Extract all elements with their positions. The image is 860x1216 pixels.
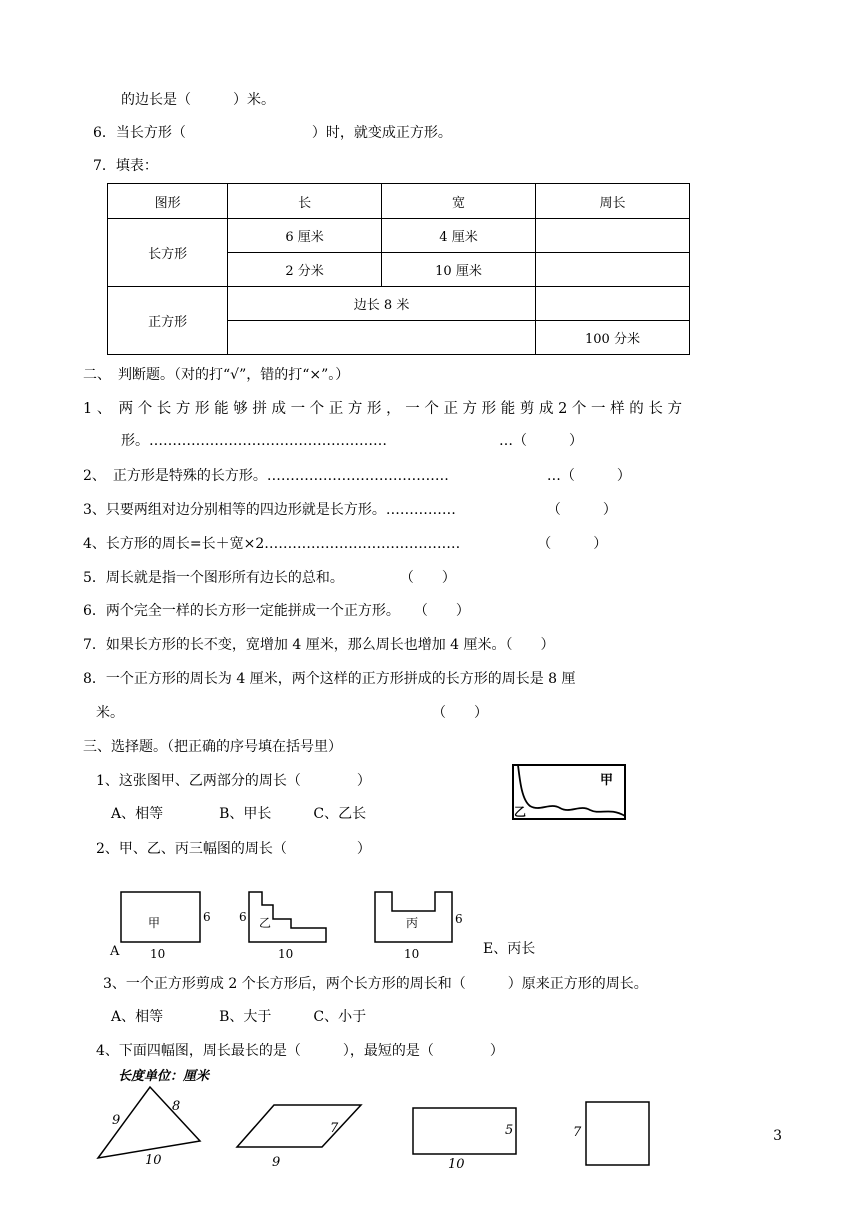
six-label: 6 [203,910,211,924]
para-side-9: 9 [272,1155,281,1170]
cell: 100 分米 [535,321,689,355]
judge-3: 3、只要两组对边分别相等的四边形就是长方形。…………… （ ） [83,502,617,518]
cell [535,287,689,321]
judge-1a: 1 、 两 个 长 方 形 能 够 拼 成 一 个 正 方 形 ， 一 个 正 方 形 能 剪 成 2 个 一 样 的 长 方 [83,401,682,417]
choice-3-options: A、相等 B、大于 C、小于 [111,1009,367,1025]
cell: 4 厘米 [382,219,536,253]
fill-table [107,183,690,355]
judge-4: 4、长方形的周长=长＋宽×2…………………………………… （ ） [83,536,608,552]
six-label: 6 [455,912,463,926]
cell: 6 厘米 [228,219,382,253]
judge-5: 5．周长就是指一个图形所有边长的总和。 （ ） [83,570,456,586]
cell: 边长 8 米 [228,287,536,321]
jia-label: 甲 [148,916,161,930]
unit-label: 长度单位：厘米 [118,1069,210,1084]
figure-jia-yi [510,762,630,822]
ten-label: 10 [278,947,294,960]
choice-4: 4、下面四幅图，周长最长的是（ ），最短的是（ ） [96,1043,504,1059]
cell: 2 分米 [228,253,382,287]
tri-side-8: 8 [172,1099,181,1114]
cell [535,253,689,287]
cell: 10 厘米 [382,253,536,287]
section-3-title: 三、选择题。（把正确的序号填在括号里） [83,739,342,755]
rect-side-5: 5 [505,1123,514,1138]
yi-label: 乙 [514,805,527,819]
th-width: 宽 [382,184,536,219]
choice-3: 3、一个正方形剪成 2 个长方形后，两个长方形的周长和（ ）原来正方形的周长。 [103,976,648,992]
judge-8b: 米。 （ ） [96,705,488,721]
cell [228,321,536,355]
page-number: 3 [773,1128,782,1144]
cell [535,219,689,253]
bing-label: 丙 [406,916,419,930]
judge-8a: 8．一个正方形的周长为 4 厘米，两个这样的正方形拼成的长方形的周长是 8 厘 [83,671,576,687]
jia-label: 甲 [600,773,614,788]
square-label: 正方形 [108,287,228,355]
rect-side-10: 10 [448,1157,465,1172]
yi-label: 乙 [259,916,272,930]
judge-1b: 形。…………………………………………… …（ ） [121,433,583,449]
a-label: A [110,944,120,959]
th-length: 长 [228,184,382,219]
line-side-length: 的边长是（ ）米。 [121,92,275,108]
figure-four-shapes [90,1084,680,1174]
choice-1-options: A、相等 B、甲长 C、乙长 [111,806,367,822]
section-2-title: 二、 判断题。（对的打“√”，错的打“×”。） [83,367,350,383]
choice-2-option-e: E、丙长 [483,941,536,957]
six-label: 6 [239,910,247,924]
question-6: 6．当长方形（ ）时，就变成正方形。 [93,125,452,141]
choice-1: 1、这张图甲、乙两部分的周长（ ） [96,773,371,789]
ten-label: 10 [404,947,420,960]
para-side-7: 7 [330,1121,339,1136]
square-side-7: 7 [573,1125,582,1140]
tri-side-10: 10 [145,1153,162,1168]
th-shape: 图形 [108,184,228,219]
tri-side-9: 9 [112,1113,121,1128]
rect-label: 长方形 [108,219,228,287]
question-7: 7．填表： [93,158,158,174]
judge-7: 7．如果长方形的长不变，宽增加 4 厘米，那么周长也增加 4 厘米。（ ） [83,637,555,653]
th-perimeter: 周长 [535,184,689,219]
choice-2: 2、甲、乙、丙三幅图的周长（ ） [96,841,371,857]
judge-6: 6．两个完全一样的长方形一定能拼成一个正方形。 （ ） [83,603,470,619]
ten-label: 10 [150,947,166,960]
figure-three-shapes [108,885,468,960]
judge-2: 2、 正方形是特殊的长方形。………………………………… …（ ） [83,468,631,484]
